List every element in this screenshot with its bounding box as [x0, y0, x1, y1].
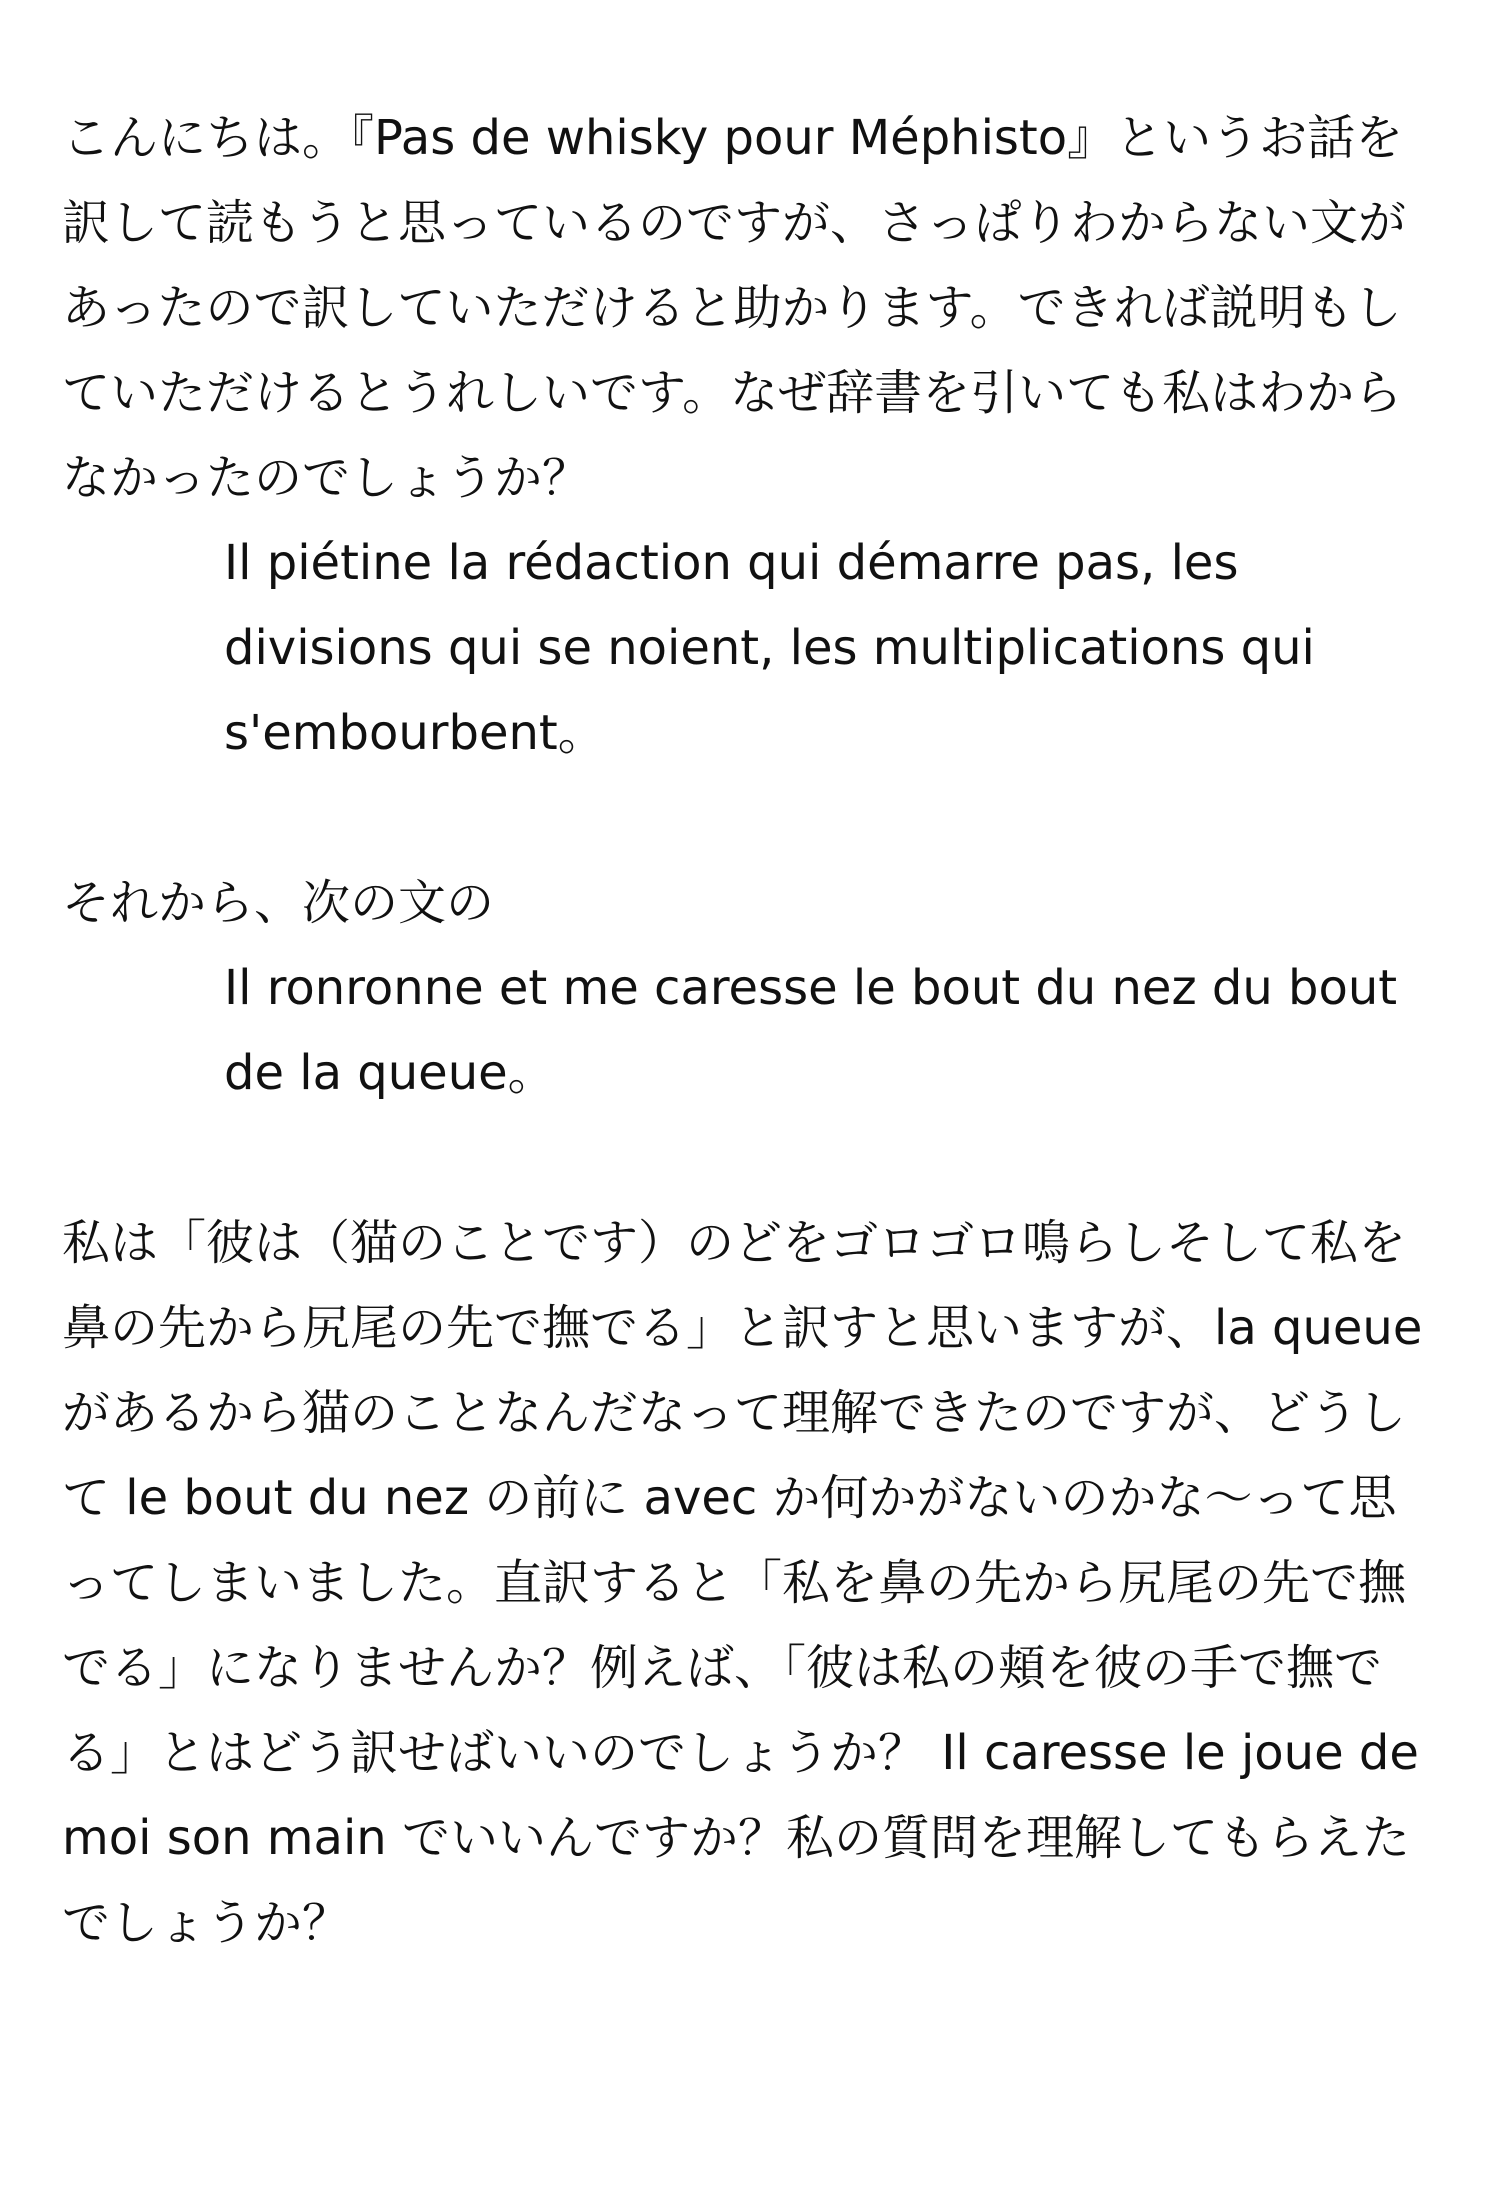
paragraph-spacer	[62, 776, 1442, 861]
document-body	[62, 96, 1442, 1966]
french-quote-1: Il piétine la rédaction qui démarre pas, les divisions qui se noient, les multiplications qui s'embourbent。	[224, 535, 1315, 761]
paragraph-spacer	[62, 1116, 1442, 1201]
next-sentence-intro: それから、次の文の	[62, 875, 495, 931]
french-quote-2: Il ronronne et me caresse le bout du nez du bout de la queue。	[224, 960, 1398, 1101]
question-paragraph: 私は「彼は（猫のことです）のどをゴロゴロ鳴らしそして私を鼻の先から尻尾の先で撫でる」と訳すと思いますが、la queue があるから猫のことなんだなって理解できたのですが、どうして le bout du nez の前に avec か何かがないのかな～って思ってしまいました。直訳すると「私を鼻の先から尻尾の先で撫でる」になりませんか？例えば、「彼は私の頬を彼の手で撫でる」とはどう訳せばいいのでしょうか？ Il caresse le joue de moi son main でいいんですか？私の質問を理解してもらえたでしょうか？	[62, 1215, 1423, 1951]
intro-paragraph: こんにちは。『Pas de whisky pour Méphisto』というお話を訳して読もうと思っているのですが、さっぱりわからない文があったので訳していただけると助かります。できれば説明もしていただけるとうれしいです。なぜ辞書を引いても私はわからなかったのでしょうか？	[62, 110, 1407, 506]
